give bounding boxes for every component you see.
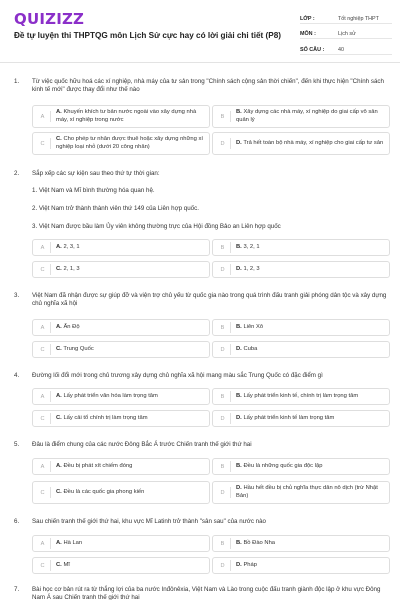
option-d[interactable]	[212, 261, 390, 278]
option-b[interactable]	[212, 105, 390, 128]
meta-value: Lịch sử	[338, 31, 356, 37]
option-label: D.	[236, 561, 242, 568]
option-label: A.	[56, 539, 62, 546]
question-1	[14, 78, 392, 158]
option-label: D.	[236, 345, 242, 352]
meta-key: LỚP :	[300, 15, 315, 22]
option-label: C.	[56, 345, 62, 352]
option-letter: B	[218, 111, 231, 122]
question-text: Bài học cơ bản rút ra từ thắng lợi của ba nước Inđônêxia, Việt Nam và Lào trong cuộc đấu tranh giành độc lập ở khu vực Đông Nam Á sau Chiến tranh thế giới thứ hai	[32, 586, 381, 600]
option-text: 1, 2, 3	[243, 265, 260, 272]
option-label: D.	[236, 485, 242, 492]
option-label: C.	[56, 414, 62, 421]
option-text: Cho phép tư nhân được thuê hoặc xây dựng những xí nghiệp loại nhỏ (dưới 20 công nhân)	[56, 136, 203, 150]
meta-row-count	[300, 41, 392, 55]
option-c[interactable]	[32, 557, 210, 574]
option-letter: A	[38, 322, 51, 333]
question-4	[14, 372, 392, 430]
question-3	[14, 292, 392, 360]
option-c[interactable]	[32, 261, 210, 278]
option-letter: C	[38, 487, 51, 498]
option-label: C.	[56, 265, 62, 272]
option-letter: A	[38, 242, 51, 253]
option-letter: D	[218, 560, 231, 571]
event-line-2: 2. Việt Nam trở thành thành viên thứ 149 của Liên hợp quốc.	[32, 205, 199, 212]
question-number: 1.	[14, 78, 20, 85]
option-b[interactable]	[212, 458, 390, 475]
option-label: B.	[236, 539, 242, 546]
option-label: A.	[56, 462, 62, 469]
option-label: D.	[236, 265, 242, 272]
question-text: Sau chiến tranh thế giới thứ hai, khu vực Mĩ Latinh trở thành "sân sau" của nước nào	[32, 518, 266, 525]
option-text: Cuba	[243, 345, 258, 352]
meta-row-class	[300, 10, 392, 24]
quizizz-logo: QUIZIZZ	[14, 10, 85, 28]
meta-key: SỐ CÂU :	[300, 46, 325, 53]
option-letter: A	[38, 391, 51, 402]
option-letter: A	[38, 111, 51, 122]
option-letter: A	[38, 538, 51, 549]
question-text: Sắp xếp các sự kiện sau theo thứ tự thời gian:	[32, 170, 160, 177]
question-number: 5.	[14, 441, 20, 448]
question-text: Đâu là điểm chung của các nước Đông Bắc Á trước Chiến tranh thế giới thứ hai	[32, 441, 252, 448]
question-text: Đường lối đổi mới trong chủ trương xây dựng chủ nghĩa xã hội mang màu sắc Trung Quốc có đặc điểm gì	[32, 372, 323, 379]
option-letter: C	[38, 344, 51, 355]
question-6	[14, 518, 392, 576]
question-7	[14, 586, 392, 600]
option-a[interactable]	[32, 239, 210, 256]
option-letter: C	[38, 264, 51, 275]
option-text: Lấy phát triển kinh tế, chính trị làm trọng tâm	[243, 392, 359, 399]
worksheet-header	[0, 0, 400, 63]
option-letter: D	[218, 344, 231, 355]
option-text: 2, 3, 1	[63, 243, 80, 250]
worksheet-title: Đề tự luyện thi THPTQG môn Lịch Sử cực hay có lời giải chi tiết (P8)	[14, 31, 281, 40]
option-b[interactable]	[212, 319, 390, 336]
option-letter: B	[218, 461, 231, 472]
option-letter: D	[218, 413, 231, 424]
option-letter: D	[218, 138, 231, 149]
option-letter: A	[38, 461, 51, 472]
option-label: B.	[236, 462, 242, 469]
option-label: B.	[236, 243, 242, 250]
option-b[interactable]	[212, 535, 390, 552]
option-label: A.	[56, 323, 62, 330]
option-text: Đều bị phát xít chiếm đóng	[63, 462, 133, 469]
question-text: Từ việc quốc hữu hoá các xí nghiệp, nhà máy của tư sản trong "Chính sách cộng sản thời chiến", đến khi thực hiện "Chính sách kinh tế mới" được thay đổi như thế nào	[32, 78, 384, 94]
option-text: Pháp	[243, 561, 257, 568]
option-text: Hầu hết đều bị chủ nghĩa thực dân nô dịch (trừ Nhật Bản)	[236, 485, 378, 499]
option-a[interactable]	[32, 535, 210, 552]
meta-value: Tốt nghiệp THPT	[338, 15, 379, 22]
option-label: C.	[56, 561, 62, 568]
option-text: 3, 2, 1	[243, 243, 260, 250]
option-label: D.	[236, 139, 242, 146]
option-text: Hà Lan	[63, 539, 83, 546]
option-label: C.	[56, 488, 62, 495]
option-text: 2, 1, 3	[63, 265, 80, 272]
question-number: 6.	[14, 518, 20, 525]
option-label: A.	[56, 392, 62, 399]
option-d[interactable]	[212, 481, 390, 504]
option-label: B.	[236, 109, 242, 116]
option-c[interactable]	[32, 410, 210, 427]
option-a[interactable]	[32, 388, 210, 405]
option-letter: C	[38, 138, 51, 149]
option-letter: D	[218, 487, 231, 498]
option-letter: B	[218, 538, 231, 549]
question-number: 4.	[14, 372, 20, 379]
option-letter: C	[38, 413, 51, 424]
option-d[interactable]	[212, 557, 390, 574]
event-line-1: 1. Việt Nam và Mĩ bình thường hóa quan hệ.	[32, 187, 155, 194]
option-a[interactable]	[32, 105, 210, 128]
option-letter: B	[218, 322, 231, 333]
option-text: Trung Quốc	[63, 345, 94, 352]
event-line-3: 3. Việt Nam được bầu làm Ủy viên không thường trực của Hội đồng Bảo an Liên hợp quốc	[32, 223, 281, 230]
option-text: Đều là các quốc gia phong kiến	[63, 488, 145, 495]
option-c[interactable]	[32, 341, 210, 358]
option-letter: C	[38, 560, 51, 571]
option-label: A.	[56, 109, 62, 116]
option-a[interactable]	[32, 458, 210, 475]
option-text: Lấy phát triển kinh tế làm trọng tâm	[243, 414, 335, 421]
option-label: C.	[56, 136, 62, 143]
option-text: Bồ Đào Nha	[243, 539, 276, 546]
worksheet-meta	[300, 10, 392, 57]
option-text: Mĩ	[63, 561, 70, 568]
question-number: 2.	[14, 170, 20, 177]
option-letter: B	[218, 391, 231, 402]
option-letter: D	[218, 264, 231, 275]
question-5	[14, 441, 392, 507]
option-text: Trả hết toàn bộ nhà máy, xí nghiệp cho giai cấp tư sản	[243, 139, 384, 146]
question-text: Việt Nam đã nhận được sự giúp đỡ và viện trợ chủ yếu từ quốc gia nào trong quá trình đấu tranh giải phóng dân tộc và xây dựng chủ nghĩa xã hội	[32, 292, 387, 308]
option-c[interactable]	[32, 132, 210, 155]
option-text: Khuyến khích tư bản nước ngoài vào xây dựng nhà máy, xí nghiệp trong nước	[56, 109, 197, 123]
option-a[interactable]	[32, 319, 210, 336]
option-label: B.	[236, 323, 242, 330]
option-d[interactable]	[212, 132, 390, 155]
question-number: 3.	[14, 292, 20, 299]
option-text: Lấy phát triển văn hóa làm trọng tâm	[63, 392, 158, 399]
option-label: B.	[236, 392, 242, 399]
question-number: 7.	[14, 586, 20, 593]
option-b[interactable]	[212, 388, 390, 405]
question-2	[14, 170, 392, 280]
meta-value: 40	[338, 46, 344, 53]
option-text: Đều là những quốc gia độc lập	[243, 462, 323, 469]
option-d[interactable]	[212, 341, 390, 358]
option-text: Xây dựng các nhà máy, xí nghiệp do giai cấp vô sản quản lý	[236, 109, 378, 123]
option-text: Ấn Độ	[63, 323, 80, 330]
option-b[interactable]	[212, 239, 390, 256]
option-label: D.	[236, 414, 242, 421]
option-label: A.	[56, 243, 62, 250]
meta-row-subject	[300, 26, 392, 40]
option-text: Lấy cải tổ chính trị làm trọng tâm	[63, 414, 148, 421]
option-letter: B	[218, 242, 231, 253]
option-text: Liên Xô	[243, 323, 264, 330]
option-c[interactable]	[32, 481, 210, 504]
meta-key: MÔN :	[300, 31, 316, 37]
option-d[interactable]	[212, 410, 390, 427]
